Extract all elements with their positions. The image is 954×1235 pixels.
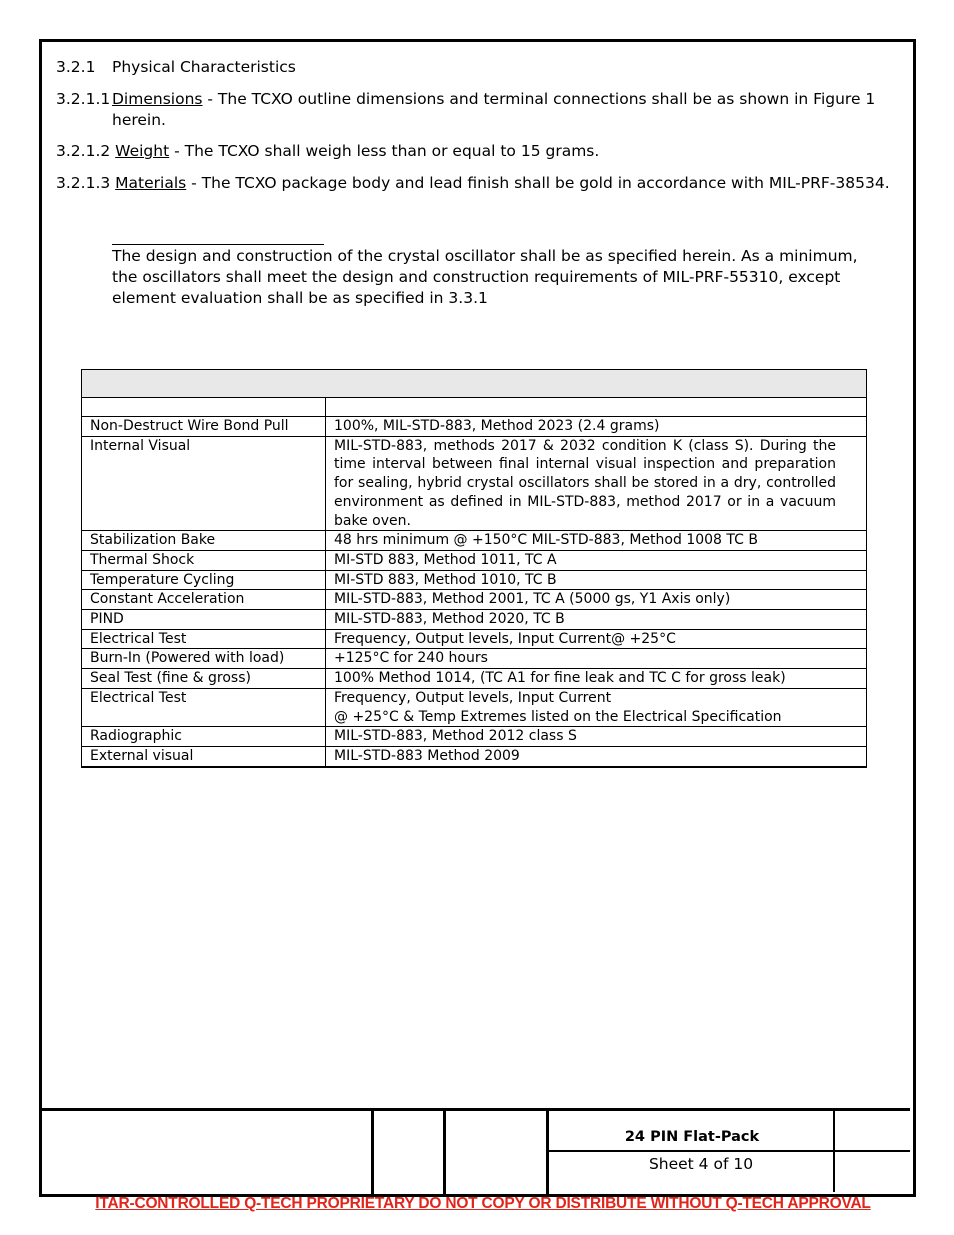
table-subheader-row [82,398,867,417]
test-cell: Temperature Cycling [82,570,326,590]
screening-table [81,369,867,768]
section-3-2-1-3 [56,173,896,194]
section-number: 3.2.1.1 [56,90,111,108]
section-title: Physical Characteristics [112,58,296,76]
table-row [82,531,867,551]
requirement-cell: 100% Method 1014, (TC A1 for fine leak and TC C for gross leak) [326,669,867,689]
requirement-cell: 100%, MIL-STD-883, Method 2023 (2.4 grams) [326,417,867,437]
section-term: Materials [115,174,187,192]
section-text: - The TCXO shall weigh less than or equal to 15 grams. [169,142,600,160]
table-row [82,629,867,649]
section-3-2-1 [56,57,296,78]
test-cell: Electrical Test [82,688,326,726]
section-text: - The TCXO package body and lead finish shall be gold in accordance with MIL-PRF-38534. [186,174,890,192]
table-row [82,570,867,590]
table-row [82,669,867,689]
section-number: 3.2.1.3 [56,174,111,192]
section-3-2-1-2 [56,141,882,162]
section-number: 3.2.1.2 [56,142,111,160]
table-row [82,610,867,630]
test-cell: Thermal Shock [82,550,326,570]
test-cell: Seal Test (fine & gross) [82,669,326,689]
test-cell: Internal Visual [82,436,326,531]
table-row [82,727,867,747]
test-cell: Non-Destruct Wire Bond Pull [82,417,326,437]
test-cell: External visual [82,746,326,766]
table-row [82,688,867,726]
test-cell: Stabilization Bake [82,531,326,551]
part-title: 24 PIN Flat-Pack [624,1129,760,1145]
title-block-divider [371,1108,374,1194]
requirement-line-1: Frequency, Output levels, Input Current [334,689,612,706]
requirement-cell: MIL-STD-883 Method 2009 [326,746,867,766]
test-cell: Radiographic [82,727,326,747]
requirement-cell: +125°C for 240 hours [326,649,867,669]
requirement-cell: Frequency, Output levels, Input Current@ +25°C [326,629,867,649]
requirement-cell [326,688,867,726]
title-block-divider [443,1108,446,1194]
test-cell: PIND [82,610,326,630]
requirement-cell: 48 hrs minimum @ +150°C MIL-STD-883, Method 1008 TC B [326,531,867,551]
requirement-cell: MI-STD 883, Method 1010, TC B [326,570,867,590]
title-block-rule [546,1150,910,1152]
section-number: 3.2.1 [56,58,96,76]
requirement-cell: MIL-STD-883, Method 2001, TC A (5000 gs, Y1 Axis only) [326,590,867,610]
section-term: Weight [115,142,170,160]
section-term: Dimensions [112,90,203,108]
test-cell: Constant Acceleration [82,590,326,610]
test-cell: Burn-In (Powered with load) [82,649,326,669]
table-row [82,746,867,766]
table-row [82,590,867,610]
design-paragraph: The design and construction of the crystal oscillator shall be as specified herein. As a minimum, the oscillators shall meet the design and construction requirements of MIL-PRF-55310, except element evaluation shall be as specified in 3.3.1 [112,247,858,307]
table-row [82,436,867,531]
requirement-cell: MIL-STD-883, Method 2012 class S [326,727,867,747]
requirement-cell: MIL-STD-883, methods 2017 & 2032 condition K (class S). During the time interval between final internal visual inspection and preparation for sealing, hybrid crystal oscillators shall be stored in a dry, controlled environment as defined in MIL-STD-883, method 2017 or in a vacuum bake oven. [326,436,867,531]
section-text: - The TCXO outline dimensions and terminal connections shall be as shown in Figure 1 herein. [112,90,876,129]
section-3-2-1-1 [56,89,882,131]
table-row [82,649,867,669]
requirement-cell: MI-STD 883, Method 1011, TC A [326,550,867,570]
table-row [82,550,867,570]
heading-underline [112,244,324,245]
table-row [82,417,867,437]
table-header-row [82,370,867,398]
sheet-number: Sheet 4 of 10 [648,1155,754,1173]
requirement-line-2: @ +25°C & Temp Extremes listed on the Electrical Specification [334,708,782,725]
test-cell: Electrical Test [82,629,326,649]
itar-notice: ITAR-CONTROLLED Q-TECH PROPRIETARY DO NOT COPY OR DISTRIBUTE WITHOUT Q-TECH APPROVAL [95,1195,871,1212]
requirement-cell: MIL-STD-883, Method 2020, TC B [326,610,867,630]
